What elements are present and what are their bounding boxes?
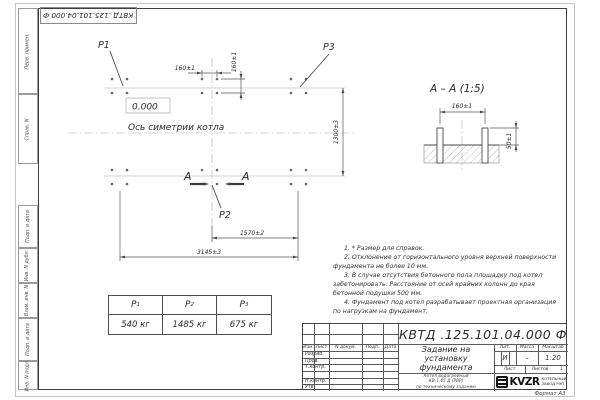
doc-title: Задание на установку фундамента [419,345,473,372]
doc-number: КВТД .125.101.04.000 Ф [399,326,567,342]
row-nkontr: Н.контр. [305,378,327,384]
anchor-bolt-left [437,128,443,163]
load-table [108,295,272,335]
margin-label: Подп. и дата [25,323,31,356]
load-table-header-p3: P 3 [217,296,271,315]
margin-box-sprav-n [18,94,38,164]
note-4: 4. Фундамент под котел разрабатывает проектная организация по нагрузкам на фундамент. [333,299,556,315]
dim-1570-text: 1570±2 [239,230,265,237]
row-utv: Утв. [305,385,316,390]
kvzr-logo-icon [496,376,508,388]
load-value-p2: 1485 кг [163,315,217,334]
margin-label: Взам. инв. N [25,284,31,317]
anchor-bolt-right [482,128,488,163]
p1-leader [110,51,123,86]
margin-box-inv-dubl [18,248,38,283]
scale-header: Масштаб [542,345,564,350]
col-header-data: Дата [384,345,397,350]
section-letter-right: А [242,170,250,183]
dim-1300 [333,88,344,176]
col-header-izm: Изм. [303,345,314,350]
p3-leader [300,54,329,87]
sheets-value: 1 [560,366,563,372]
sheet-label: Лист [503,366,516,372]
load-table-header-p2: P 2 [163,296,217,315]
note-1: 1. * Размер для справок. [344,245,425,252]
margin-box-perv-primen [18,8,38,94]
dim-1300-text: 1300±3 [333,119,340,145]
format-label: Формат А3 [534,391,566,397]
dim-3145-text: 3145±3 [196,249,222,256]
col-header-podp: Подп. [365,345,380,350]
sheets-label: Листов [531,366,549,372]
section-letter-left: А [184,170,192,183]
mass-value: – [525,354,529,362]
section-dim-160 [440,103,485,124]
load-value-p3: 675 кг [229,319,259,330]
p3-label: P3 [323,42,335,53]
margin-label: Инв. N дубл. [25,249,31,282]
margin-label: Подп. и дата [25,210,31,243]
dim-160h-text: 160±1 [174,65,195,72]
row-tkontr: Т.контр. [305,365,326,370]
col-header-list: Лист [315,345,328,350]
dim-160-vertical [221,52,245,100]
dim-1570 [212,191,298,261]
technical-notes [333,244,561,316]
margin-label: Инв. N подл. [25,359,31,392]
load-value-p1: 540 кг [109,315,163,334]
section-view-a-a [424,83,519,163]
margin-box-inv-podl [18,361,38,390]
section-title: А – А (1:5) [430,83,485,95]
scale-value: 1:20 [545,354,561,362]
margin-box-podp-data-1 [18,205,38,248]
boiler-axis-label: Ось симетрии котла [128,123,225,133]
note-3: 3. В случае отсутствия бетонного пола площадку под котел забетонировать. Расстояние от осей крайних колонн до края бетонной подушки 500 мм. [333,272,543,297]
kvzr-logo-subtext: КОТЕЛЬНЫЙ ЗАВОД РЭП [541,376,567,386]
p1-label: P1 [98,40,110,51]
margin-label: Перв. примен. [25,32,31,70]
row-razrab: Разраб. [305,352,324,357]
section-dim-160-text: 160±1 [451,103,473,110]
elevation-value: 0.000 [132,102,158,113]
rotated-docnumber-text: КВТД .125.101.04.000 Ф [43,11,134,20]
note-2: 2. Отклонение от горизонтального уровня верхней поверхности фундамента не более 10 мм. [333,254,557,270]
p2-leader [212,185,221,208]
margin-box-vzam-inv [18,283,38,318]
dim-160-horizontal [175,65,231,77]
company-logo [494,373,568,391]
row-prov: Пров. [305,358,319,364]
doc-subtitle: Котел водогрейный КВ-1,45 Д (РВР) по техническому заданию [416,374,476,390]
margin-label: Справ. N [25,118,31,140]
p2-label: P2 [219,210,231,221]
kvzr-logo-text: KVZR [509,376,540,388]
centerlines [68,58,462,228]
title-block [302,323,567,390]
lit-header: Лит. [499,345,511,350]
col-header-ndoc: N докум. [335,345,356,350]
lit-value: И [502,354,508,362]
dim-160v-text: 160±1 [231,51,238,73]
mass-header: Масса [519,345,535,350]
section-dim-50-text: 50±1 [506,132,513,150]
margin-box-podp-data-2 [18,318,38,361]
load-table-header-p1: P 1 [109,296,163,315]
dim-3145 [120,191,298,261]
